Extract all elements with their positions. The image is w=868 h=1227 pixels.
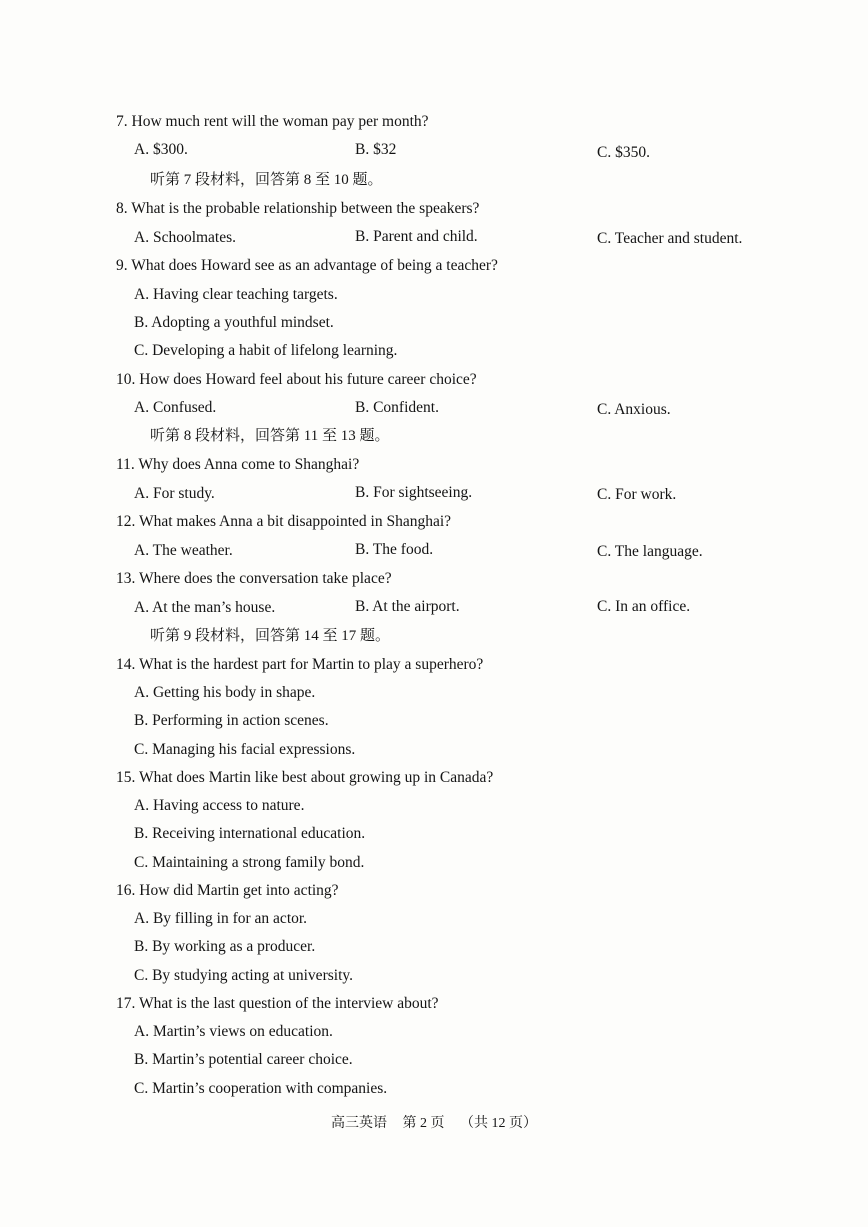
question-12-stem: 12. What makes Anna a bit disappointed in Shanghai? [116,513,452,530]
footer-subject: 高三英语 [331,1116,387,1131]
question-9-option-c: C. Developing a habit of lifelong learning. [134,342,398,359]
question-15-option-a: A. Having access to nature. [134,797,305,814]
question-13-option-a: A. At the man’s house. [134,599,276,616]
question-8-option-c: C. Teacher and student. [597,230,743,247]
question-7-option-a: A. $300. [134,141,188,158]
section-8-instruction: 听第 8 段材料，回答第 11 至 13 题。 [150,428,390,444]
question-14-option-a: A. Getting his body in shape. [134,684,316,701]
question-13-option-b: B. At the airport. [355,598,460,615]
question-14-stem: 14. What is the hardest part for Martin to play a superhero? [116,656,484,673]
question-16-option-b: B. By working as a producer. [134,938,316,955]
question-15-option-b: B. Receiving international education. [134,825,366,842]
question-13-option-c: C. In an office. [597,598,691,615]
question-16-option-a: A. By filling in for an actor. [134,910,308,927]
question-8-option-b: B. Parent and child. [355,228,478,245]
question-15-stem: 15. What does Martin like best about growing up in Canada? [116,769,494,786]
question-12-option-a: A. The weather. [134,542,233,559]
section-7-instruction: 听第 7 段材料，回答第 8 至 10 题。 [150,172,383,188]
question-10-option-b: B. Confident. [355,399,439,416]
question-13-stem: 13. Where does the conversation take place? [116,570,392,587]
question-12-option-b: B. The food. [355,541,434,558]
question-17-option-b: B. Martin’s potential career choice. [134,1051,353,1068]
question-8-stem: 8. What is the probable relationship between the speakers? [116,200,480,217]
page-footer [0,1114,868,1134]
question-14-option-b: B. Performing in action scenes. [134,712,329,729]
question-11-option-c: C. For work. [597,486,677,503]
section-9-instruction: 听第 9 段材料，回答第 14 至 17 题。 [150,628,391,644]
question-11-option-b: B. For sightseeing. [355,484,473,501]
question-9-option-a: A. Having clear teaching targets. [134,286,338,303]
question-15-option-c: C. Maintaining a strong family bond. [134,854,365,871]
question-17-stem: 17. What is the last question of the interview about? [116,995,439,1012]
footer-page-number: 第 2 页 [402,1116,445,1131]
question-7-stem: 7. How much rent will the woman pay per month? [116,113,429,130]
question-9-option-b: B. Adopting a youthful mindset. [134,314,334,331]
footer-total-pages: （共 12 页） [460,1116,537,1131]
question-10-option-a: A. Confused. [134,399,217,416]
question-11-stem: 11. Why does Anna come to Shanghai? [116,456,360,473]
question-10-option-c: C. Anxious. [597,401,671,418]
question-17-option-c: C. Martin’s cooperation with companies. [134,1080,388,1097]
question-17-option-a: A. Martin’s views on education. [134,1023,333,1040]
question-9-stem: 9. What does Howard see as an advantage of being a teacher? [116,257,498,274]
question-14-option-c: C. Managing his facial expressions. [134,741,356,758]
question-16-stem: 16. How did Martin get into acting? [116,882,339,899]
question-16-option-c: C. By studying acting at university. [134,967,353,984]
question-10-stem: 10. How does Howard feel about his future career choice? [116,371,477,388]
question-7-option-c: C. $350. [597,144,650,161]
question-12-option-c: C. The language. [597,543,703,560]
question-7-option-b: B. $32 [355,141,397,158]
question-11-option-a: A. For study. [134,485,215,502]
question-8-option-a: A. Schoolmates. [134,229,237,246]
